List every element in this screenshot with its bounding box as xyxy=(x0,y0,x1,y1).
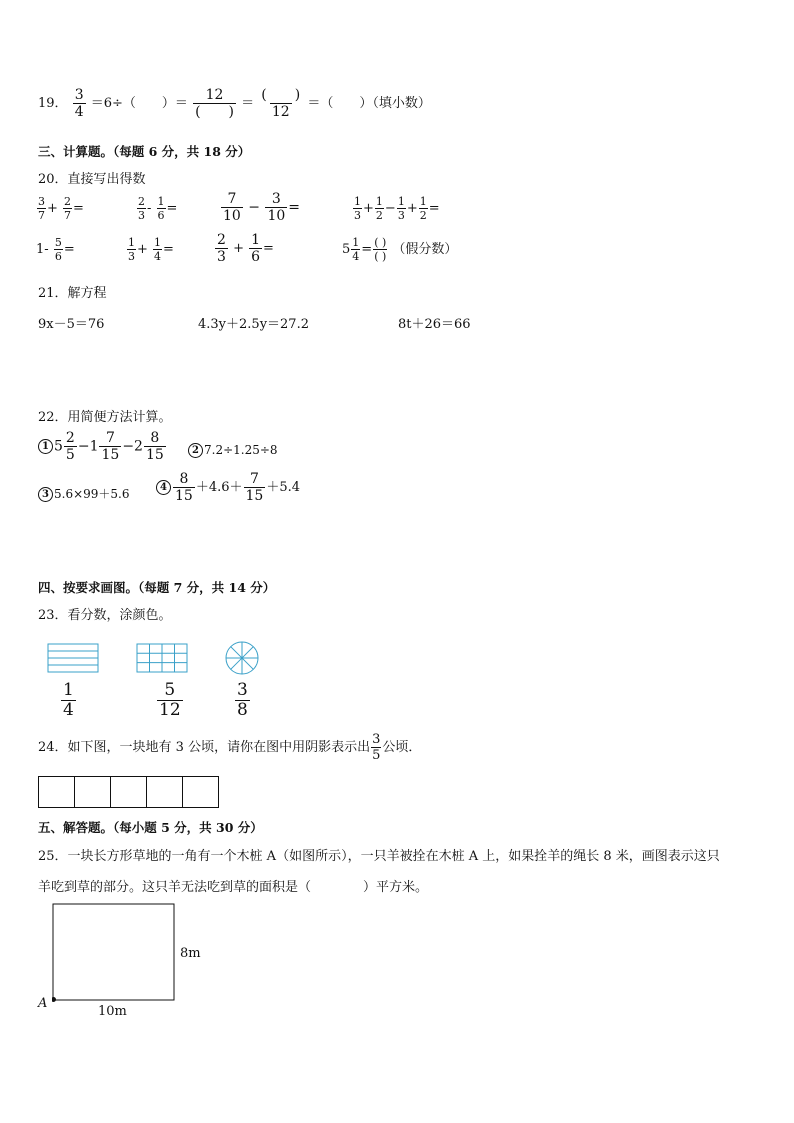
question-25-line-2: 羊吃到草的部分。这只羊无法吃到草的面积是（ ）平方米。 xyxy=(38,880,429,895)
q22-part-1: 1 5 $\frac{2}{5}$ −1 $\frac{7}{15}$ −2 $\frac{8}{15}$ xyxy=(38,431,167,462)
question-20-title: 20．直接写出得数 xyxy=(38,172,146,187)
equation-1: 9x－5＝76 xyxy=(38,317,105,332)
question-24: 24．如下图，一块地有 3 公顷，请你在图中用阴影表示出 $\frac{3}{5}$ 公顷． xyxy=(38,732,422,763)
section-heading-3: 三、计算题。（每题 6 分，共 18 分） xyxy=(38,144,251,159)
question-number: 19． xyxy=(38,96,68,111)
q22-part-4: 4 $\frac{8}{15}$ ＋4.6＋ $\frac{7}{15}$ ＋5.4 xyxy=(156,472,300,503)
rect-quarters-figure xyxy=(48,644,98,672)
q20-expr-3: $\frac{7}{10}$ − $\frac{3}{10}$ = xyxy=(223,191,301,224)
q20-expr-5: 1- $\frac{5}{6}$ = xyxy=(36,236,75,263)
equation-text: ＝（ ）（填小数） xyxy=(307,96,431,111)
q20-expr-1: $\frac{3}{7}$ + $\frac{2}{7}$ = xyxy=(38,195,84,222)
rect-grid-twelfths-figure xyxy=(137,644,187,672)
fraction: $\frac{12}{( )}$ xyxy=(195,87,234,120)
height-label: 8m xyxy=(180,946,201,961)
q22-part-3: 3 5.6×99＋5.6 xyxy=(38,485,130,502)
q25-rectangle-figure xyxy=(52,903,176,1003)
q20-expr-6: $\frac{1}{3}$ + $\frac{1}{4}$ = xyxy=(128,236,174,263)
equation-text: ＝6÷（ ）＝ xyxy=(90,96,188,111)
circled-number: 4 xyxy=(156,480,171,495)
q24-land-strip[interactable] xyxy=(38,776,220,809)
fraction: $\frac{( )}{12}$ xyxy=(261,87,301,120)
equation-2: 4.3y＋2.5y＝27.2 xyxy=(198,317,309,332)
question-23-title: 23．看分数，涂颜色。 xyxy=(38,608,172,623)
circled-number: 2 xyxy=(188,443,203,458)
width-label: 10m xyxy=(98,1004,127,1019)
q20-expr-4: $\frac{1}{3}$ + $\frac{1}{2}$ − $\frac{1}{3}$ + $\frac{1}{2}$ = xyxy=(354,195,440,222)
question-19 xyxy=(38,88,431,119)
equation-text: ＝ xyxy=(241,96,255,111)
question-25-line-1: 25．一块长方形草地的一角有一个木桩 A（如图所示），一只羊被拴在木桩 A 上，如果拴羊的绳长 8 米，画图表示这只 xyxy=(38,849,720,864)
equation-3: 8t＋26＝66 xyxy=(398,317,471,332)
circled-number: 3 xyxy=(38,487,53,502)
q22-part-2: 2 7.2÷1.25÷8 xyxy=(188,443,278,458)
fraction: $\frac{3}{4}$ xyxy=(74,87,84,120)
q20-expr-7: $\frac{2}{3}$ + $\frac{1}{6}$ = xyxy=(217,232,274,265)
section-heading-5: 五、解答题。（每小题 5 分，共 30 分） xyxy=(38,820,263,835)
circled-number: 1 xyxy=(38,439,53,454)
section-heading-4: 四、按要求画图。（每题 7 分，共 14 分） xyxy=(38,580,276,595)
circle-eighths-figure xyxy=(226,642,258,674)
q20-expr-2: $\frac{2}{3}$ - $\frac{1}{6}$ = xyxy=(138,195,178,222)
question-21-title: 21．解方程 xyxy=(38,286,107,301)
q23-fraction-2: $\frac{5}{12}$ xyxy=(159,680,181,720)
q20-expr-8: 5 $\frac{1}{4}$ = $\frac{( )}{( )}$ （假分数） xyxy=(342,236,458,263)
q23-fraction-3: $\frac{3}{8}$ xyxy=(237,680,248,720)
q23-fraction-1: $\frac{1}{4}$ xyxy=(63,680,74,720)
question-22-title: 22．用简便方法计算。 xyxy=(38,410,172,425)
q23-figures xyxy=(40,638,270,678)
point-a-label: A xyxy=(38,996,48,1011)
